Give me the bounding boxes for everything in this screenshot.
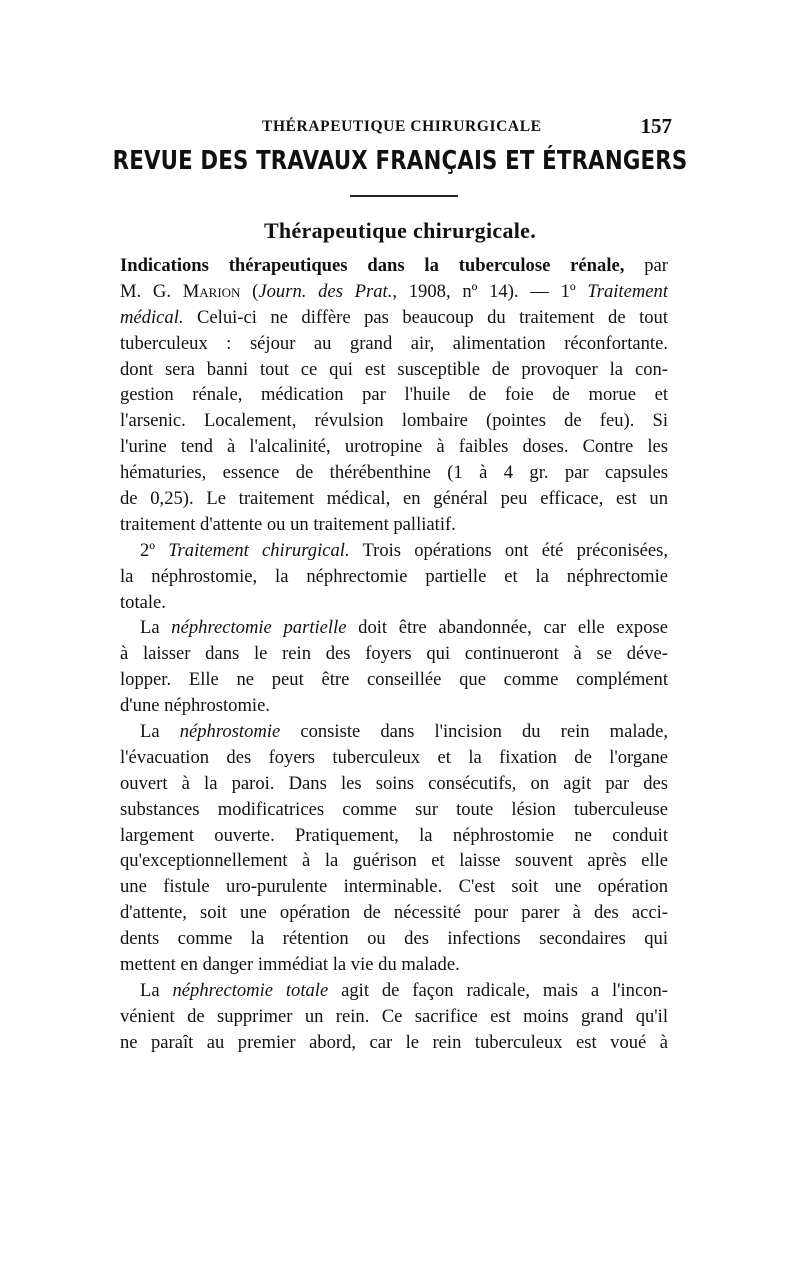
text-line: largement ouverte. Pratiquement, la néphrostomie ne conduit xyxy=(120,824,668,846)
text-line: La néphrostomie consiste dans l'incision du rein malade, xyxy=(140,721,668,743)
text-line: gestion rénale, médication par l'huile de foie de morue et xyxy=(120,384,668,406)
term-nephrectomie-totale: néphrectomie totale xyxy=(172,979,329,1001)
text-line: qu'exceptionnellement à la guérison et laisse souvent après elle xyxy=(120,850,668,872)
text-line: la néphrostomie, la néphrectomie partielle et la néphrectomie xyxy=(120,565,668,587)
text-line: l'arsenic. Localement, révulsion lombaire (pointes de feu). Si xyxy=(120,410,668,432)
text-line: une fistule uro-purulente interminable. C'est soit une opération xyxy=(120,876,668,898)
text-line: ouvert à la paroi. Dans les soins consécutifs, on agit par des xyxy=(120,772,668,794)
running-head xyxy=(120,116,672,140)
article-body xyxy=(120,253,668,1056)
text-line: La néphrectomie partielle doit être abandonnée, car elle expose xyxy=(140,617,668,639)
text-line: médical. Celui-ci ne diffère pas beaucoup du traitement de tout xyxy=(120,306,668,328)
text-line: substances modificatrices comme sur toute lésion tuberculeuse xyxy=(120,798,668,820)
subsection-title: Thérapeutique chirurgicale. xyxy=(263,218,537,243)
text-line: La néphrectomie totale agit de façon radicale, mais a l'incon- xyxy=(140,979,668,1001)
term-nephrectomie-partielle: néphrectomie partielle xyxy=(171,617,347,639)
text-line: M. G. Marion (Journ. des Prat., 1908, nº 14). — 1º Traitement xyxy=(120,280,668,302)
text-line: lopper. Elle ne peut être conseillée que comme complément xyxy=(120,669,668,691)
text-line: tuberculeux : séjour au grand air, alimentation réconfortante. xyxy=(120,332,668,354)
article-title: Indications thérapeutiques dans la tuberculose rénale, xyxy=(120,255,625,276)
term-nephrostomie: néphrostomie xyxy=(179,721,281,743)
text-line: d'attente, soit une opération de nécessité pour parer à des acci- xyxy=(120,902,668,924)
text-line: l'urine tend à l'alcalinité, urotropine à faibles doses. Contre les xyxy=(120,436,668,458)
text-line: d'une néphrostomie. xyxy=(120,695,271,717)
text-line: dont sera banni tout ce qui est susceptible de provoquer la con- xyxy=(120,358,668,380)
text-line: traitement d'attente ou un traitement palliatif. xyxy=(120,513,456,535)
text-line: vénient de supprimer un rein. Ce sacrifice est moins grand qu'il xyxy=(120,1005,668,1027)
title-rule xyxy=(350,195,458,197)
text-line: à laisser dans le rein des foyers qui continueront à se déve- xyxy=(120,643,668,665)
text-line: Indications thérapeutiques dans la tuberculose rénale, par xyxy=(120,255,668,276)
running-title: THÉRAPEUTIQUE CHIRURGICALE xyxy=(262,118,542,135)
text-line: 2º Traitement chirurgical. Trois opérations ont été préconisées, xyxy=(140,539,668,561)
text-line: de 0,25). Le traitement médical, en général peu efficace, est un xyxy=(120,488,668,510)
section-title: REVUE DES TRAVAUX FRANÇAIS ET ÉTRANGERS xyxy=(112,146,688,176)
text-line: dents comme la rétention ou des infections secondaires qui xyxy=(120,928,668,950)
page-number: 157 xyxy=(640,114,672,138)
text-line: ne paraît au premier abord, car le rein tuberculeux est voué à xyxy=(120,1031,668,1053)
text-line: totale. xyxy=(120,591,166,613)
text-line: mettent en danger immédiat la vie du malade. xyxy=(120,954,460,976)
part2-heading: Traitement chirurgical. xyxy=(168,539,350,561)
text-line: l'évacuation des foyers tuberculeux et la fixation de l'organe xyxy=(120,746,668,768)
journal-name: Journ. des Prat. xyxy=(258,280,393,302)
text-line: hématuries, essence de thérébenthine (1 à 4 gr. par capsules xyxy=(120,462,668,484)
author-name: Marion xyxy=(182,280,241,302)
